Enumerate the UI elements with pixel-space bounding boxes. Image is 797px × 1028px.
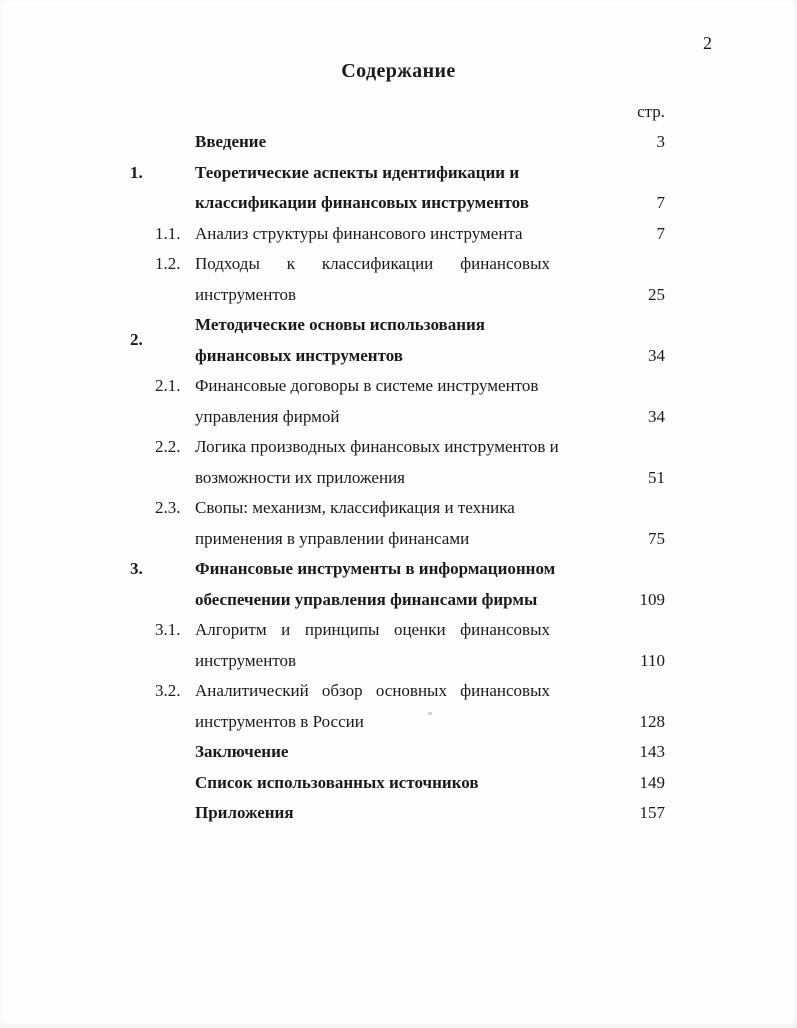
section-title-line: Теоретические аспекты идентификации и [195,162,520,182]
page-ref: 75 [648,528,665,548]
page-ref: 143 [639,742,665,761]
section-number: 3. [130,559,143,578]
page-ref: 25 [648,284,665,304]
toc-row-3 [130,554,665,615]
page-ref: 7 [656,223,665,243]
section-number: 2.3. [155,498,181,517]
toc-row-1-2 [130,249,665,310]
toc-row-1 [130,158,665,219]
section-title [195,493,550,554]
toc-row-references [130,768,665,799]
section-number: 3.1. [155,620,181,639]
section-title [195,310,550,371]
section-title [195,158,550,219]
section-title-line: Логика производных финансовых инструментов и [195,437,559,456]
page-ref: 110 [640,650,665,670]
section-title-line: Методические основы использования [195,315,486,334]
section-title [195,249,550,310]
section-title-line: финансовых инструментов [195,345,403,365]
section-title-line: Анализ структуры финансового инструмента [195,223,523,243]
table-of-contents [130,97,665,829]
section-title-line: управления фирмой [195,406,340,426]
section-title-line: Свопы: механизм, классификация и техника [195,498,515,517]
section-title-line: инструментов [195,650,297,670]
section-title-line: возможности их приложения [195,467,405,487]
section-title [195,768,550,799]
section-title [195,554,556,615]
page-ref: 7 [656,193,665,212]
section-title-line: Заключение [195,742,289,761]
section-title-line: Финансовые инструменты в информационном [195,559,556,578]
section-title-line: Подходы к классификации финансовых [195,254,550,273]
section-number: 1.1. [155,223,181,243]
toc-row-2-1 [130,371,665,432]
toc-row-2 [130,310,665,371]
section-title-line: применения в управлении финансами [195,528,470,548]
page-ref: 109 [639,589,665,609]
section-title [195,798,550,829]
section-number: 2.2. [155,437,181,456]
section-title-line: классификации финансовых инструментов [195,193,529,212]
page-ref: 34 [648,406,665,426]
section-number: 1.2. [155,254,181,273]
toc-row-conclusion [130,737,665,768]
page-ref: 128 [639,711,665,731]
section-title [195,432,559,493]
section-title-line: Приложения [195,803,294,822]
section-number: 2. [130,330,143,350]
section-number: 3.2. [155,681,181,700]
toc-row-intro [130,127,665,158]
section-number: 2.1. [155,376,181,395]
toc-row-2-2 [130,432,665,493]
toc-row-2-3 [130,493,665,554]
section-title [195,676,550,737]
page-ref: 51 [648,467,665,487]
section-title [195,371,550,432]
page-ref: 149 [639,772,665,792]
corner-page-number: 2 [703,33,713,53]
section-title-line: Финансовые договоры в системе инструментов [195,376,539,395]
scan-artifact-dot [428,712,432,715]
page-ref: 157 [639,803,665,822]
page-column-header: стр. [637,102,665,121]
section-title-line: инструментов [195,284,297,304]
section-title [195,219,550,250]
section-title [195,737,550,768]
toc-row-appendices [130,798,665,829]
toc-row-3-2 [130,676,665,737]
section-number: 1. [130,162,143,182]
page-ref: 34 [648,345,665,365]
section-title-line: инструментов в России [195,711,364,731]
section-title-line: Алгоритм и принципы оценки финансовых [195,620,550,639]
section-title [195,615,550,676]
toc-row-1-1 [130,219,665,250]
section-title-line: обеспечении управления финансами фирмы [195,589,538,609]
section-title-line: Введение [195,132,267,151]
section-title-line: Аналитический обзор основных финансовых [195,681,550,700]
section-title [195,127,550,158]
page-title: Содержание [341,60,456,82]
section-title-line: Список использованных источников [195,772,479,792]
toc-row-3-1 [130,615,665,676]
page-ref: 3 [656,132,665,151]
